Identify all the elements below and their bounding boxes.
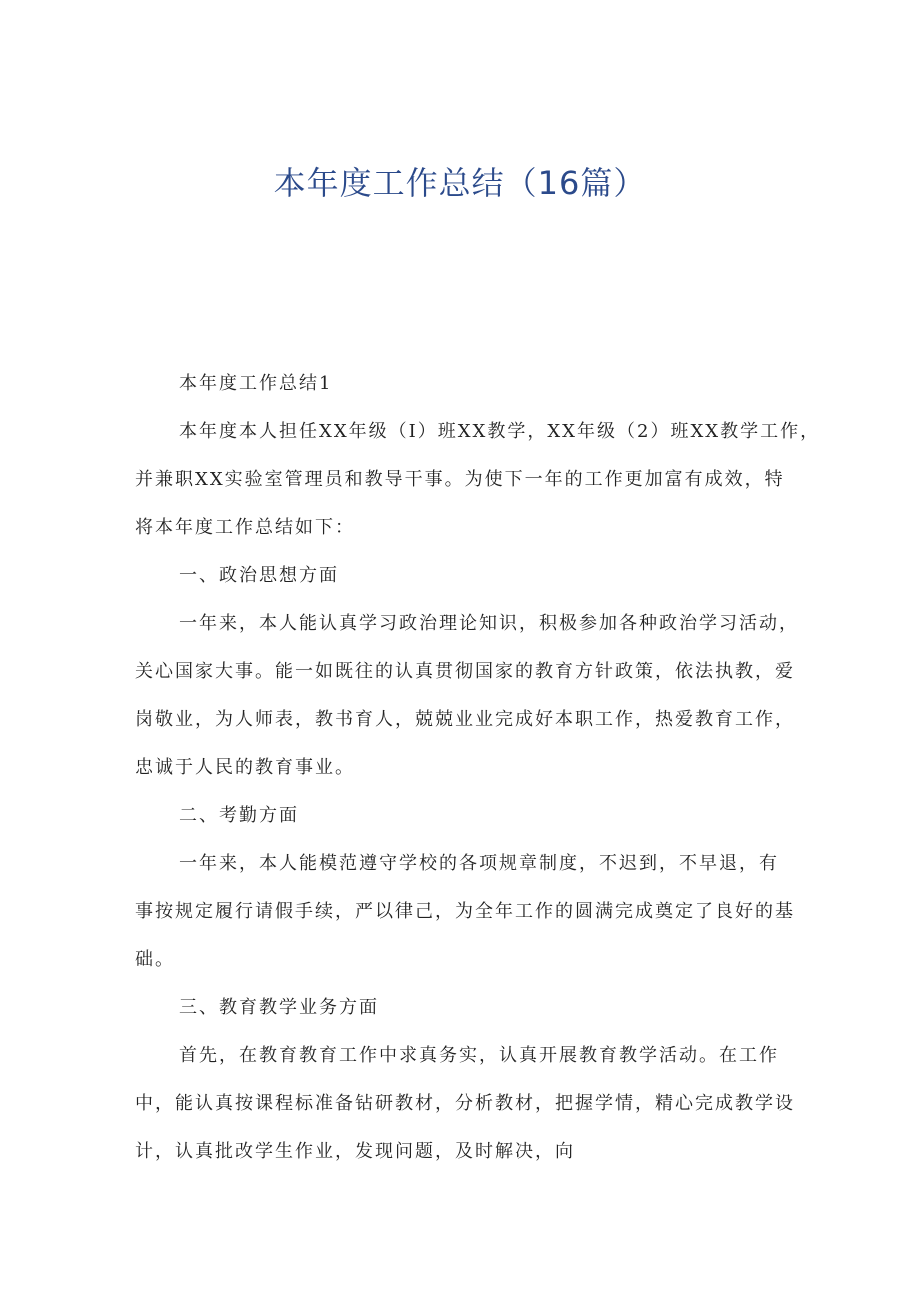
paragraph-line: 一年来，本人能模范遵守学校的各项规章制度，不迟到，不早退，有 [179,853,779,874]
paragraph-line: 岗敬业，为人师表，教书育人，兢兢业业完成好本职工作，热爱教育工作， [135,709,795,730]
paragraph-line: 本年度本人担任XX年级（I）班XX教学，XX年级（2）班XX教学工作， [179,421,821,442]
paragraph-line: 首先，在教育教育工作中求真务实，认真开展教育教学活动。在工作 [179,1045,779,1066]
section-heading: 二、考勤方面 [179,805,299,826]
section-heading: 三、教育教学业务方面 [179,997,379,1018]
document-body [135,360,821,1176]
paragraph-line: 一年来，本人能认真学习政治理论知识，积极参加各种政治学习活动， [179,613,799,634]
paragraph-line: 忠诚于人民的教育事业。 [135,757,355,778]
section-heading: 本年度工作总结1 [179,373,333,394]
paragraph-line: 事按规定履行请假手续，严以律己，为全年工作的圆满完成奠定了良好的基 [135,901,795,922]
paragraph-line: 将本年度工作总结如下： [135,517,355,538]
paragraph-line: 中，能认真按课程标准备钻研教材，分析教材，把握学情，精心完成教学设 [135,1093,795,1114]
document-title: 本年度工作总结（16篇） [273,164,647,202]
paragraph-line: 础。 [135,949,175,970]
paragraph-line: 关心国家大事。能一如既往的认真贯彻国家的教育方针政策，依法执教，爱 [135,661,795,682]
section-heading: 一、政治思想方面 [179,565,339,586]
paragraph-line: 计，认真批改学生作业，发现问题，及时解决，向 [135,1141,575,1162]
paragraph-line: 并兼职XX实验室管理员和教导干事。为使下一年的工作更加富有成效，特 [135,469,785,490]
